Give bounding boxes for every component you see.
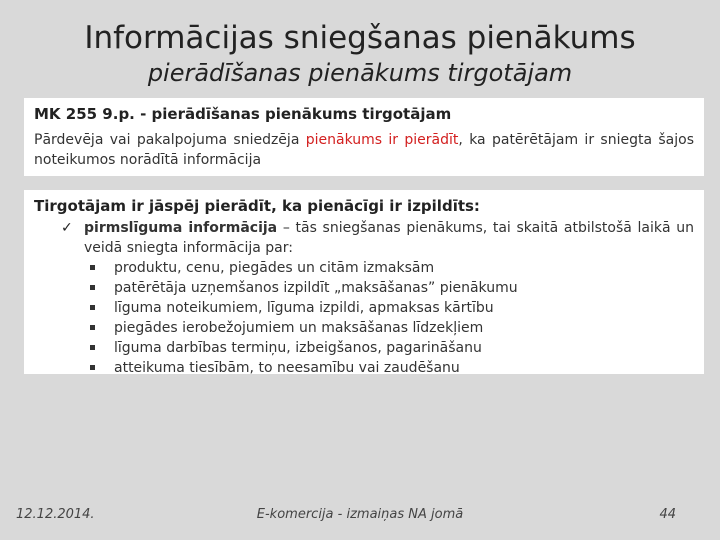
list-item (114, 258, 694, 278)
list-item (114, 338, 694, 358)
check-item (34, 218, 694, 258)
footer-title: E-komercija - izmaiņas NA jomā (256, 507, 464, 522)
checkmark-icon: ✓ (61, 220, 73, 236)
list-item (114, 318, 694, 338)
list-item (114, 278, 694, 298)
list-item-text: produktu, cenu, piegādes un citām izmaksām (114, 260, 435, 276)
regulation-title: MK 255 9.p. - pierādīšanas pienākums tirgotājam (34, 105, 452, 123)
regulation-text (34, 130, 694, 170)
square-bullet-icon (90, 345, 95, 350)
regulation-box (24, 98, 704, 176)
footer-date: 12.12.2014. (16, 507, 95, 522)
square-bullet-icon (90, 265, 95, 270)
square-bullet-icon (90, 365, 95, 370)
square-bullet-icon (90, 285, 95, 290)
list-item-text: patērētāja uzņemšanos izpildīt „maksāšanas” pienākumu (114, 280, 518, 296)
list-item-text: līguma noteikumiem, līguma izpildi, apmaksas kārtību (114, 300, 494, 316)
obligations-box (24, 190, 704, 374)
list-item-text: piegādes ierobežojumiem un maksāšanas līdzekļiem (114, 320, 484, 336)
regulation-text-start: Pārdevēja vai pakalpojuma sniedzēja (34, 132, 306, 148)
page-number: 44 (659, 507, 676, 522)
slide-subtitle: pierādīšanas pienākums tirgotājam (147, 59, 573, 87)
check-item-bold: pirmslīguma informācija (84, 220, 278, 236)
obligations-title: Tirgotājam ir jāspēj pierādīt, ka pienācīgi ir izpildīts: (34, 197, 480, 215)
square-bullet-icon (90, 305, 95, 310)
regulation-text-end: , ka patērētājam ir sniegta šajos noteikumos norādītā informācija (34, 132, 695, 168)
list-item (114, 358, 694, 378)
list-item-text: līguma darbības termiņu, izbeigšanos, pagarināšanu (114, 340, 482, 356)
regulation-highlight: pienākums ir pierādīt (305, 132, 459, 148)
list-item-text: atteikuma tiesībām, to neesamību vai zaudēšanu (114, 360, 460, 376)
slide-title: Informācijas sniegšanas pienākums (84, 20, 636, 56)
bullet-list (34, 258, 694, 378)
list-item (114, 298, 694, 318)
square-bullet-icon (90, 325, 95, 330)
check-item-text: – tās sniegšanas pienākums, tai skaitā atbilstošā laikā un veidā sniegta informācija par: (84, 220, 694, 256)
